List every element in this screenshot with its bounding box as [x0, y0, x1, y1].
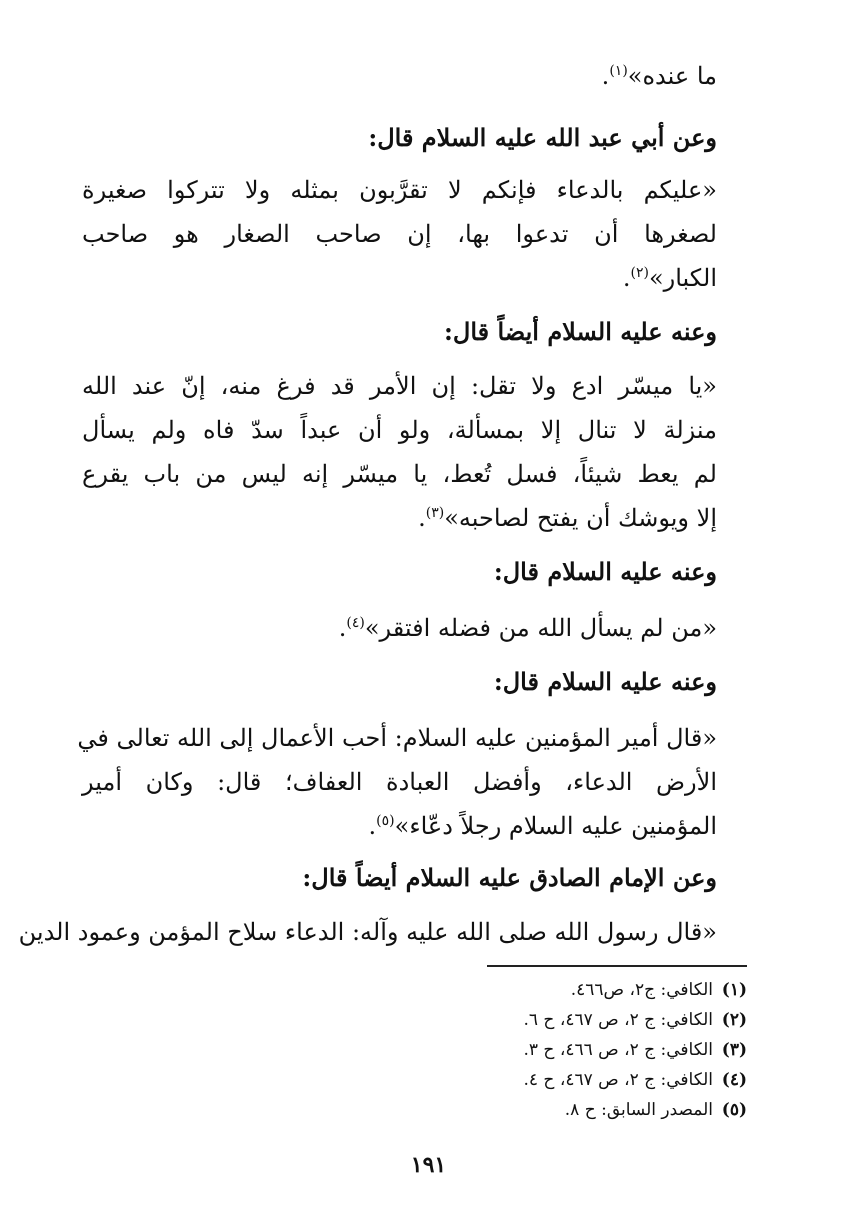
- text-line: الأرض الدعاء، وأفضل العبادة العفاف؛ قال: وكان أمير: [82, 768, 717, 796]
- footnote-item: [565, 1096, 747, 1124]
- text-span: «من لم يسأل الله من فضله افتقر»: [364, 614, 717, 642]
- text-span: إلا ويوشك أن يفتح لصاحبه»: [444, 504, 717, 532]
- text-span: الكبار»: [648, 264, 717, 292]
- text-line: [369, 806, 717, 846]
- text-line: لم يعط شيئاً، فسل تُعط، يا ميسّر إنه ليس من باب يقرع: [82, 460, 717, 488]
- footnote-number: (٤): [721, 1070, 747, 1090]
- footnote-text: الكافي: ج٢، ص٤٦٦.: [570, 980, 713, 1000]
- footnote-number: (٥): [721, 1100, 747, 1120]
- text-line: «عليكم بالدعاء فإنكم لا تقرَّبون بمثله ولا تتركوا صغيرة: [82, 176, 717, 204]
- text-line: [623, 258, 717, 298]
- text-span: .: [418, 504, 426, 532]
- narration-intro: وعن الإمام الصادق عليه السلام أيضاً قال:: [302, 863, 717, 892]
- footnote-ref[interactable]: (٥): [376, 813, 395, 829]
- footnote-text: الكافي: ج ٢، ص ٤٦٧، ح ٦.: [523, 1010, 713, 1030]
- text-span: .: [601, 62, 610, 90]
- text-line: «يا ميسّر ادع ولا تقل: إن الأمر قد فرغ منه، إنّ عند الله: [82, 372, 717, 400]
- footnote-ref[interactable]: (٤): [346, 615, 365, 631]
- footnote-item: [523, 1006, 747, 1034]
- footnote-ref[interactable]: (٣): [425, 505, 445, 521]
- text-span: ما عنده»: [627, 62, 717, 90]
- text-line: [602, 56, 717, 96]
- text-line: لصغرها أن تدعوا بها، إن صاحب الصغار هو صاحب: [82, 220, 717, 248]
- narration-intro: وعن أبي عبد الله عليه السلام قال:: [368, 123, 717, 152]
- text-line: «قال أمير المؤمنين عليه السلام: أحب الأعمال إلى الله تعالى في: [77, 724, 717, 752]
- footnote-number: (٢): [721, 1010, 747, 1030]
- text-span: .: [338, 614, 347, 642]
- text-line: [418, 498, 717, 538]
- narration-intro: وعنه عليه السلام قال:: [493, 667, 717, 696]
- text-span: المؤمنين عليه السلام رجلاً دعّاء»: [394, 812, 717, 840]
- text-line: منزلة لا تنال إلا بمسألة، ولو أن عبداً سدّ فاه ولم يسأل: [82, 416, 717, 444]
- footnote-number: (٣): [721, 1040, 747, 1060]
- footnote-item: [523, 1036, 747, 1064]
- narration-intro: وعنه عليه السلام قال:: [493, 557, 717, 586]
- footnote-text: الكافي: ج ٢، ص ٤٦٦، ح ٣.: [523, 1040, 713, 1060]
- footnote-ref[interactable]: (٢): [630, 265, 649, 281]
- footnote-ref[interactable]: (١): [609, 63, 628, 79]
- footnote-divider: [487, 965, 747, 967]
- footnote-number: (١): [721, 980, 747, 1000]
- footnote-text: المصدر السابق: ح ٨.: [564, 1100, 713, 1120]
- footnote-item: [571, 976, 747, 1004]
- page-number: ١٩١: [410, 1152, 447, 1178]
- footnote-item: [523, 1066, 747, 1094]
- footnote-text: الكافي: ج ٢، ص ٤٦٧، ح ٤.: [523, 1070, 713, 1090]
- text-span: .: [368, 812, 377, 840]
- narration-intro: وعنه عليه السلام أيضاً قال:: [444, 317, 717, 346]
- text-line: [339, 608, 717, 648]
- text-line: «قال رسول الله صلى الله عليه وآله: الدعاء سلاح المؤمن وعمود الدين: [18, 918, 717, 946]
- text-span: .: [622, 264, 631, 292]
